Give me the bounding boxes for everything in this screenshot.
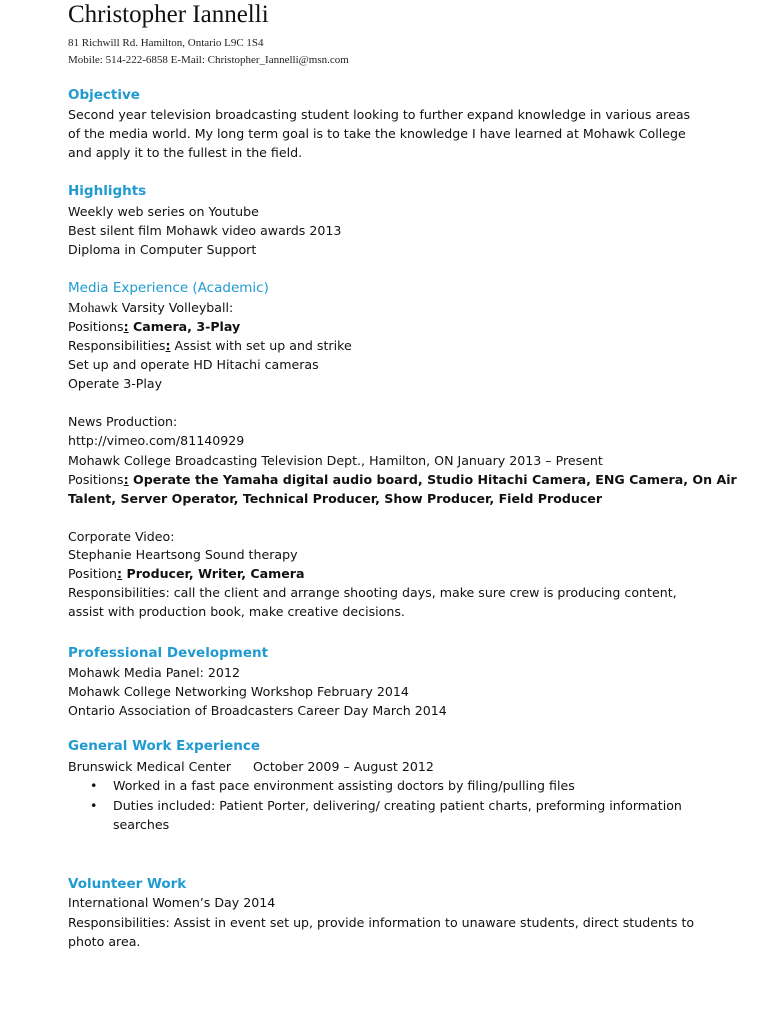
org-name: Mohawk	[68, 301, 118, 316]
news-positions: Positions: Operate the Yamaha digital audio board, Studio Hitachi Camera, ENG Camera, On Air	[68, 472, 737, 487]
corporate-responsibilities: Responsibilities: call the client and arrange shooting days, make sure crew is producing content, assist with production book, make creative decisions.	[68, 585, 677, 620]
general-heading: General Work Experience	[68, 738, 261, 754]
professional-item: Mohawk College Networking Workshop February 2014	[68, 684, 409, 699]
volunteer-event: International Women’s Day 2014	[68, 895, 276, 910]
address-line: 81 Richwill Rd. Hamilton, Ontario L9C 1S4	[68, 37, 264, 49]
volleyball-responsibilities: Responsibilities: Assist with set up and strike	[68, 338, 352, 353]
highlights-heading: Highlights	[68, 183, 147, 199]
volleyball-line: Operate 3-Play	[68, 376, 163, 391]
volleyball-heading: Mohawk Varsity Volleyball:	[68, 300, 234, 316]
general-employer: Brunswick Medical Center October 2009 – August 2012	[68, 759, 434, 774]
objective-heading: Objective	[68, 87, 140, 103]
news-dept: Mohawk College Broadcasting Television Dept., Hamilton, ON January 2013 – Present	[68, 453, 603, 468]
bullet-icon: •	[90, 778, 98, 793]
news-url: http://vimeo.com/81140929	[68, 433, 245, 448]
volleyball-line: Set up and operate HD Hitachi cameras	[68, 357, 319, 372]
highlight-item: Diploma in Computer Support	[68, 242, 257, 257]
contact-line: Mobile: 514-222-6858 E-Mail: Christopher_Iannelli@msn.com	[68, 54, 349, 66]
news-heading: News Production:	[68, 414, 178, 429]
volleyball-positions: Positions: Camera, 3-Play	[68, 319, 241, 334]
corporate-position: Position: Producer, Writer, Camera	[68, 566, 305, 581]
highlight-item: Best silent film Mohawk video awards 2013	[68, 223, 342, 238]
media-heading: Media Experience (Academic)	[68, 280, 269, 296]
bullet-icon: •	[90, 798, 98, 813]
corporate-client: Stephanie Heartsong Sound therapy	[68, 547, 298, 562]
volunteer-heading: Volunteer Work	[68, 876, 187, 892]
professional-item: Mohawk Media Panel: 2012	[68, 665, 240, 680]
objective-text: Second year television broadcasting student looking to further expand knowledge in various areas of the media world. My long term goal is to take the knowledge I have learned at Mohawk College and apply it to the fullest in the field.	[68, 107, 691, 161]
volunteer-responsibilities: Responsibilities: Assist in event set up, provide information to unaware students, direct students to photo area.	[68, 915, 695, 950]
news-positions-cont: Talent, Server Operator, Technical Producer, Show Producer, Field Producer	[68, 491, 603, 506]
professional-heading: Professional Development	[68, 645, 269, 661]
corporate-heading: Corporate Video:	[68, 529, 175, 544]
professional-item: Ontario Association of Broadcasters Career Day March 2014	[68, 703, 447, 718]
highlight-item: Weekly web series on Youtube	[68, 204, 259, 219]
candidate-name: Christopher Iannelli	[68, 1, 269, 28]
